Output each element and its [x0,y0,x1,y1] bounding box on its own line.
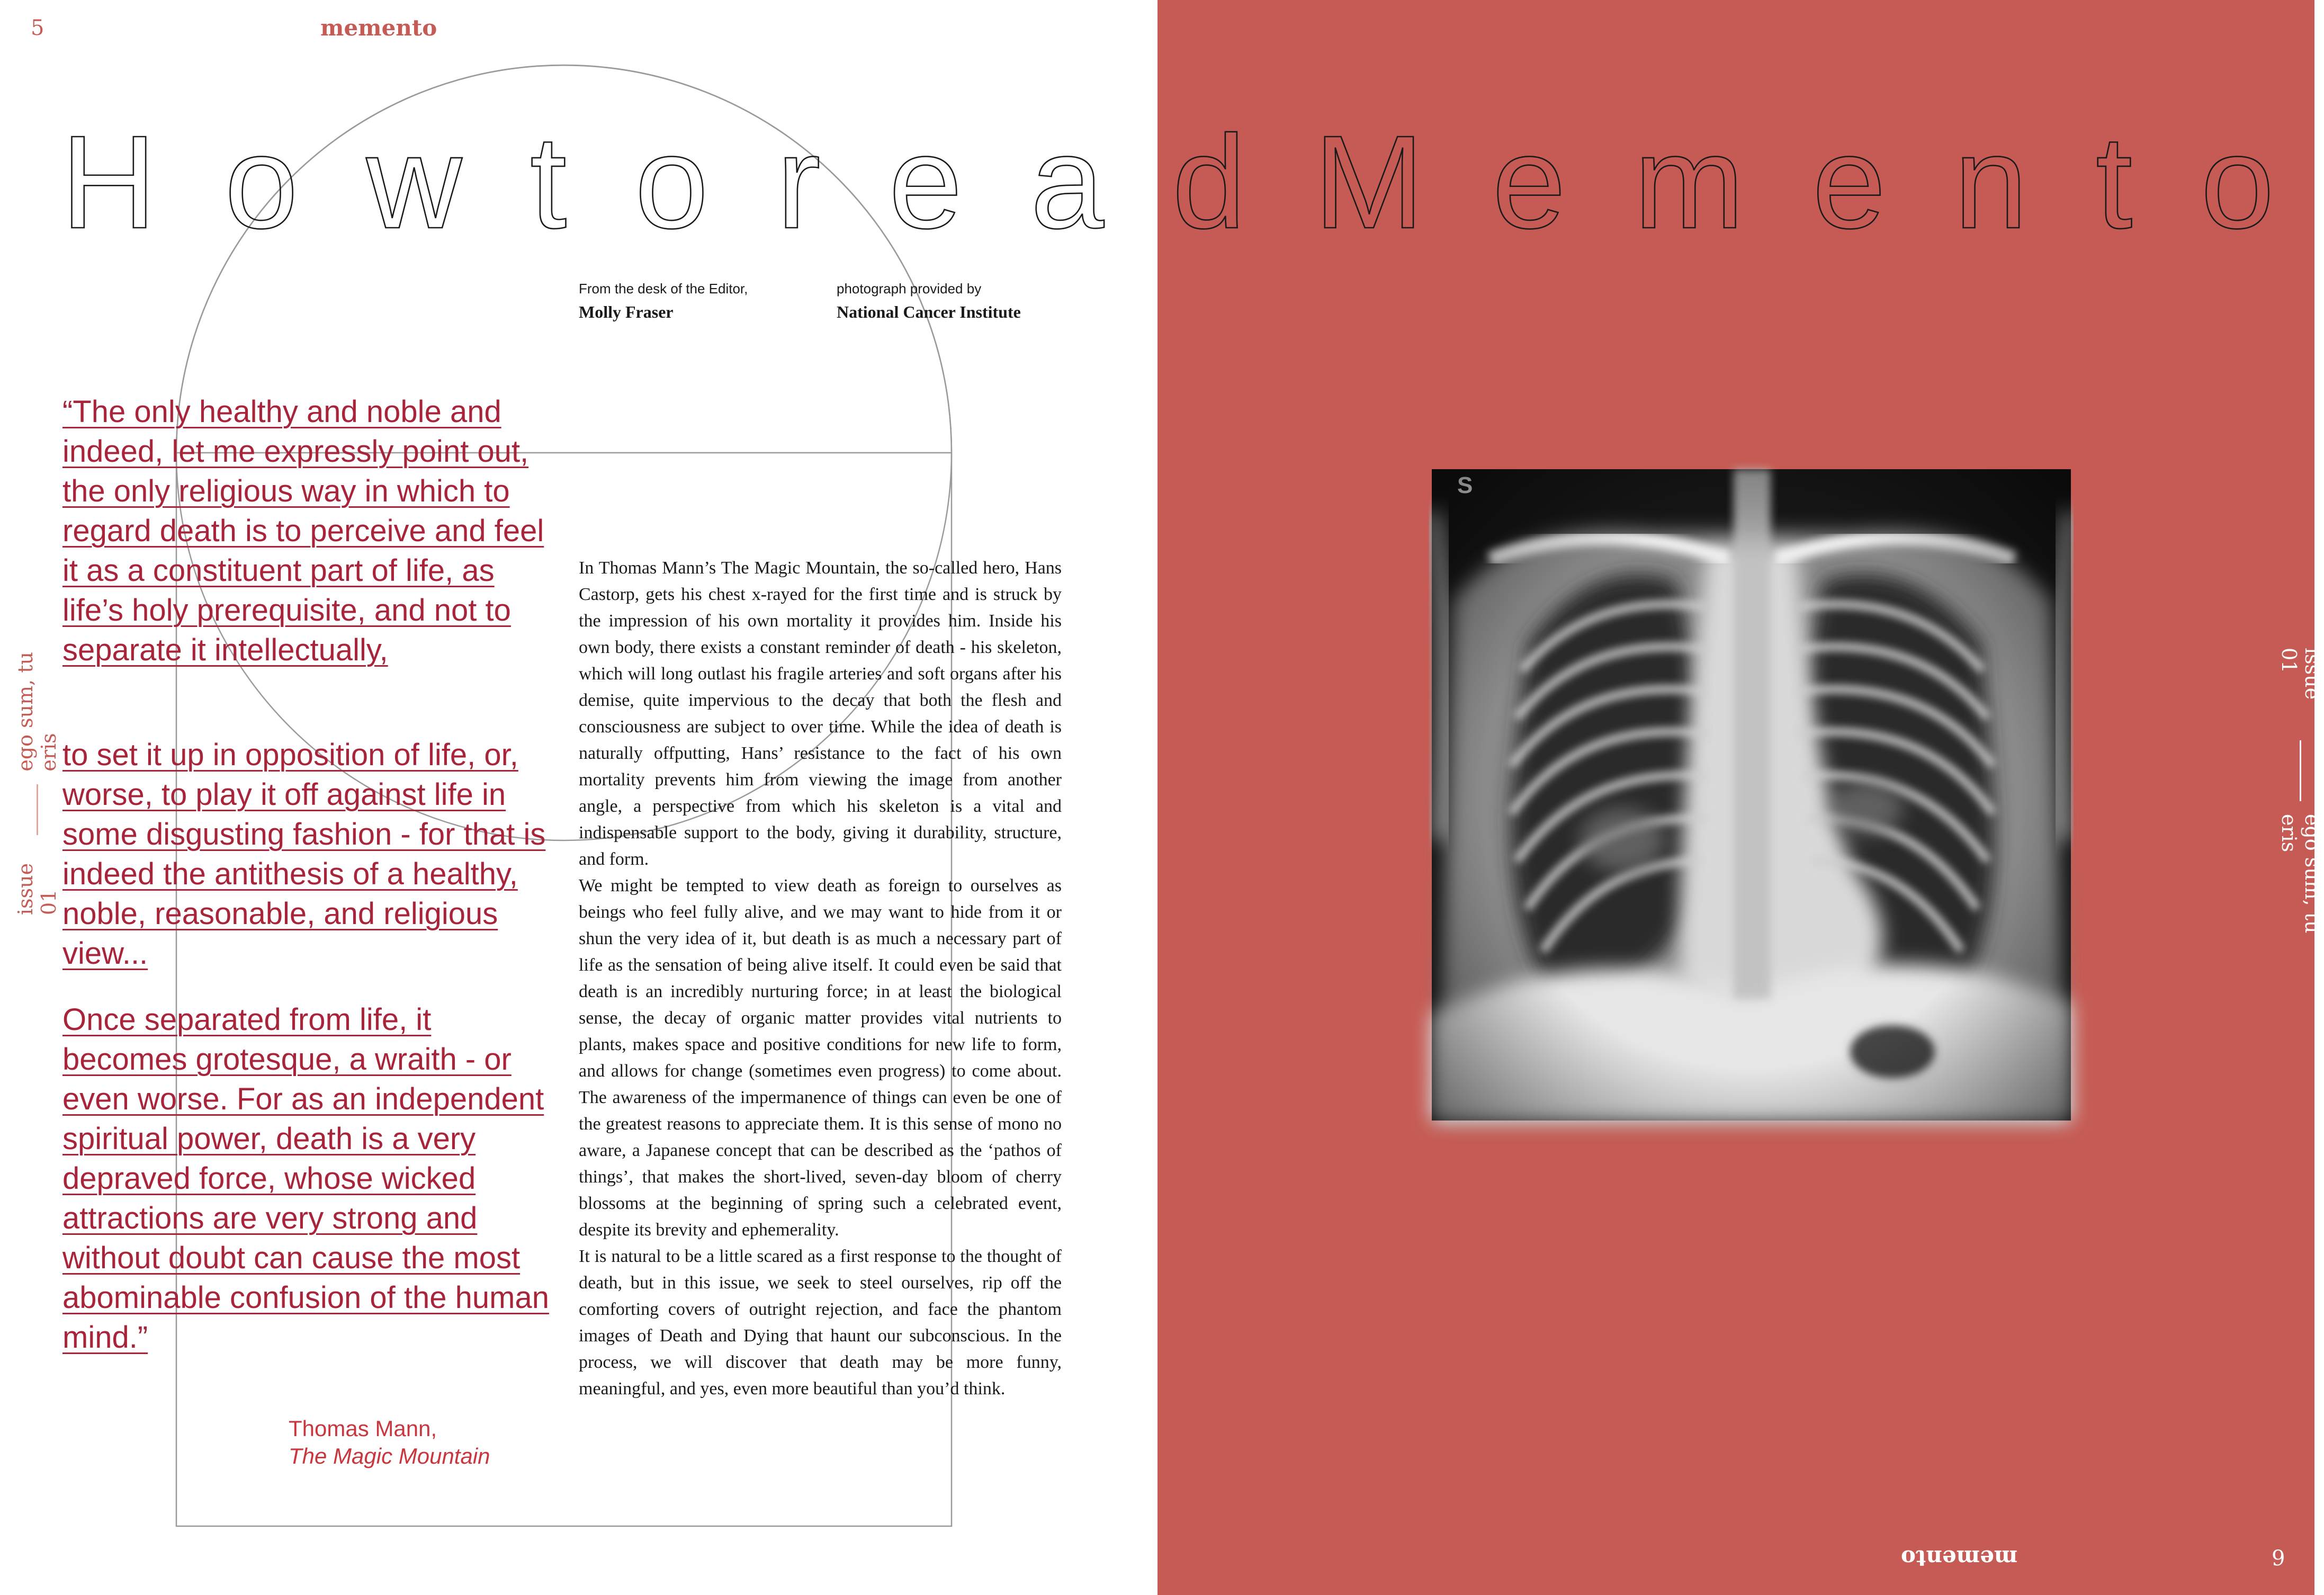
editor-credit [579,281,748,322]
spine-issue-left: issue 01 [14,863,60,915]
page-number-left: 5 [31,16,44,40]
article-paragraph-3: It is natural to be a little scared as a first response to the thought of death, but in this issue, we seek to steel ourselves, rip off the comforting covers of outright rejection, and face the phantom images of Death and Dying that haunt our subconscious. In the process, we will discover that death may be more funny, meaningful, and yes, even more beautiful than you’d think. [579,1247,1062,1399]
spine-issue-right: issue 01 [2277,648,2324,700]
photo-credit [837,281,1021,322]
quote-paragraph-2: to set it up in opposition of life, or, worse, to play it off against life in some disgusting fashion - for that is indeed the antithesis of a healthy, noble, reasonable, and religious view... [62,738,546,971]
spine-label-left [14,640,60,915]
article-paragraph-2: We might be tempted to view death as foreign to ourselves as beings who feel fully alive, and we may want to hide from it or shun the very idea of it, but death is as much a necessary part of life as the sensation of being alive itself. It could even be said that death is an incredibly nurturing force; in at least the biological sense, the decay of organic matter provides vital nutrients to plants, makes space and positive conditions for new life to form, and allows for change (sometimes even progress) to come about. The awareness of the impermanence of things can even be one of the greatest reasons to appreciate them. It is this sense of mono no aware, a Japanese concept that can be described as the ‘pathos of things’, that makes the short-lived, seven-day bloom of cherry blossoms at the beginning of spring such a celebrated event, despite its brevity and ephemerality. [579,876,1062,1240]
page-title-text: H o w t o r e a d M e m e n t o [61,108,2274,256]
quote-paragraph-3: Once separated from life, it becomes grotesque, a wraith - or even worse. For as an independent spiritual power, death is a very depraved force, whose wicked attractions are very strong and without doubt can cause the most abominable confusion of the human mind.” [62,1002,549,1355]
page-title [61,108,2285,256]
editor-credit-label: From the desk of the Editor, [579,281,748,297]
quote-attribution [289,1415,490,1470]
chest-xray-photo [1432,469,2071,1121]
spine-label-right [2277,648,2324,971]
spine-motto-left: ego sum, tu eris [14,651,60,772]
spine-rule-right [2300,740,2302,801]
photo-credit-label: photograph provided by [837,281,982,297]
quote-paragraph-1: “The only healthy and noble and indeed, let me expressly point out, the only religious way in which to regard death is to perceive and feel it as a constituent part of life, as life’s holy prerequisite, and not to separate it intellectually, [62,395,544,667]
running-head-right: memento [1901,1545,2018,1571]
spine-motto-right: ego sum, tu eris [2277,813,2324,934]
photo-credit-name: National Cancer Institute [837,302,1021,321]
running-head-left: memento [320,15,437,41]
page-number-right: 9 [2272,1546,2285,1571]
editor-name: Molly Fraser [579,302,674,321]
spine-rule-left [37,784,38,835]
article-paragraph-1: In Thomas Mann’s The Magic Mountain, the so-called hero, Hans Castorp, gets his chest x-rayed for the first time and is struck by the impression of his own mortality it provides him. Inside his own body, there exists a constant reminder of death - his skeleton, which will long outlast his fragile arteries and soft organs after his demise, quite impervious to the decay that both the flesh and consciousness are subject to over time. While the idea of death is naturally offputting, Hans’ resistance to the fact of his own mortality prevents him from viewing the image from another angle, a perspective from which his skeleton is a vital and indispensable support to the body, giving it durability, structure, and form. [579,558,1062,869]
article-body [579,555,1062,1402]
quote-work-title: The Magic Mountain [289,1444,490,1468]
quote-author: Thomas Mann, [289,1416,437,1441]
